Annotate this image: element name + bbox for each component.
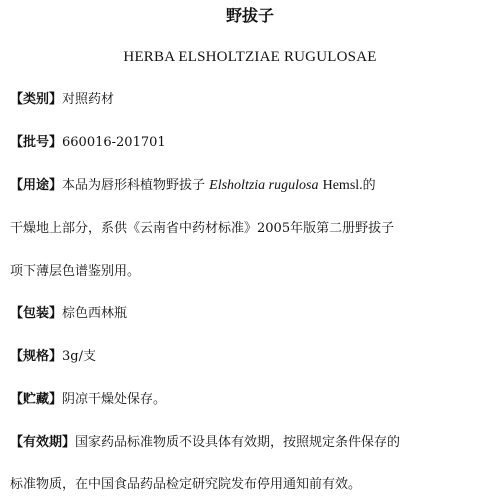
field-batch (10, 133, 490, 153)
field-category-value: 对照药材 (62, 92, 115, 107)
field-storage (10, 390, 490, 410)
field-usage-text-post: 的 (362, 178, 376, 193)
field-validity (10, 433, 490, 453)
field-packaging (10, 304, 490, 324)
document-title-chinese: 野拔子 (225, 6, 274, 25)
field-usage-label: 【用途】 (10, 178, 63, 193)
document-title-latin: HERBA ELSHOLTZIAE RUGULOSAE (123, 49, 377, 65)
field-usage-author: Hemsl. (322, 178, 363, 193)
field-spec-label: 【规格】 (10, 349, 63, 364)
field-usage-text-pre: 本品为唇形科植物野拔子 (62, 178, 206, 193)
field-spec (10, 347, 490, 367)
field-storage-value: 阴凉干燥处保存。 (62, 392, 167, 407)
field-packaging-value: 棕色西林瓶 (62, 306, 128, 321)
field-usage-species-latin: Elsholtzia rugulosa (209, 178, 319, 193)
field-category (10, 90, 490, 110)
field-usage-line-3: 项下薄层色谱鉴别用。 (10, 264, 141, 279)
field-validity-label: 【有效期】 (10, 435, 76, 450)
field-batch-label: 【批号】 (10, 135, 63, 150)
field-usage-line-2: 干燥地上部分，系供《云南省中药材标准》2005年版第二册野拔子 (10, 221, 395, 236)
field-packaging-label: 【包装】 (10, 306, 63, 321)
field-batch-value: 660016-201701 (62, 135, 166, 150)
field-validity-line-2: 标准物质，在中国食品药品检定研究院发布停用通知前有效。 (10, 477, 362, 492)
field-spec-value: 3g/支 (62, 349, 96, 364)
field-usage (10, 176, 490, 196)
field-storage-label: 【贮藏】 (10, 392, 63, 407)
field-category-label: 【类别】 (10, 92, 63, 107)
field-validity-line-1: 国家药品标准物质不设具体有效期，按照规定条件保存的 (75, 435, 401, 450)
